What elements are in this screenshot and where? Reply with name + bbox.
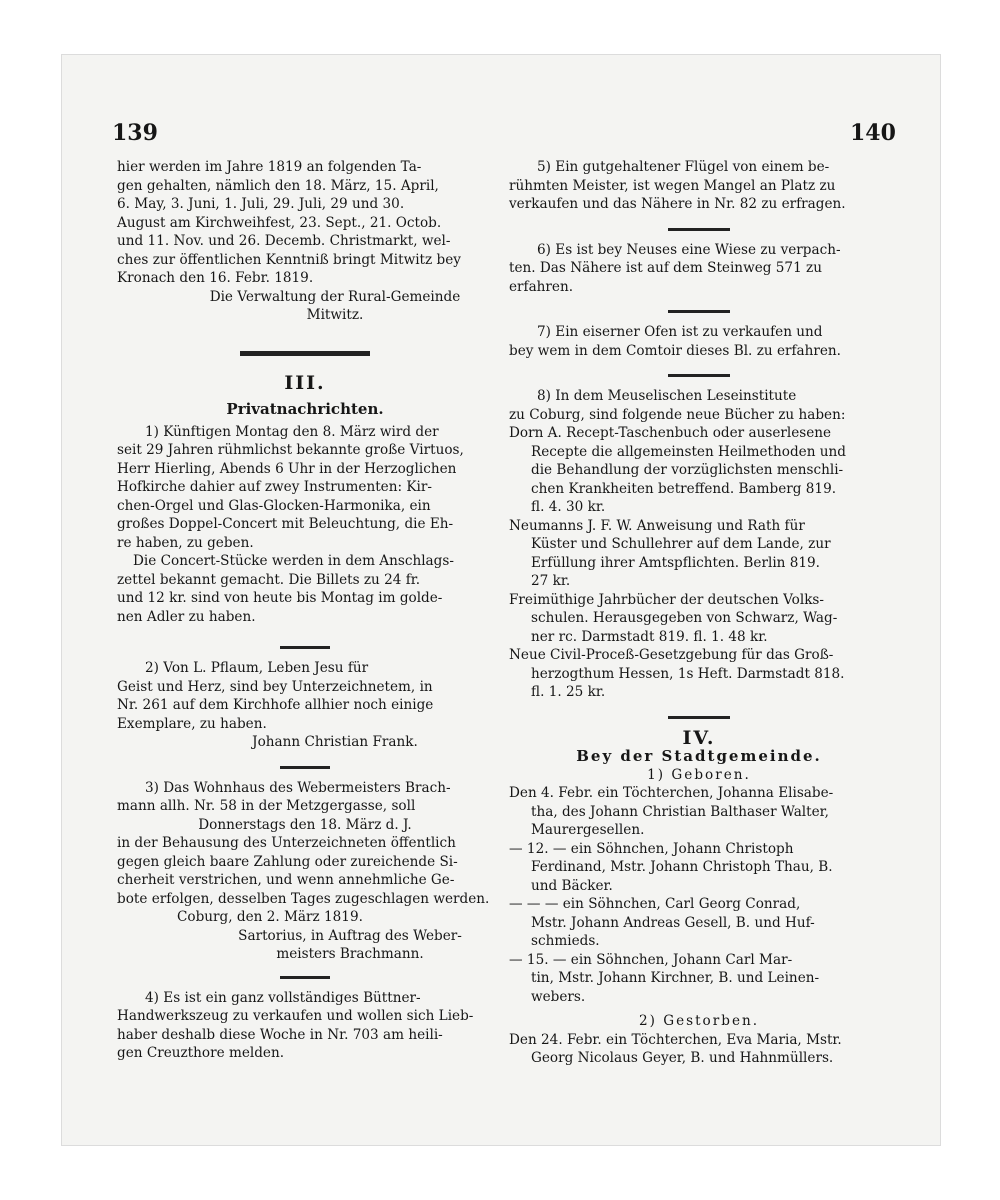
right-column xyxy=(509,158,889,1068)
left-column xyxy=(117,158,493,1063)
notice-3-place: Coburg, den 2. März 1819. xyxy=(177,909,363,925)
section-numeral: IV. xyxy=(682,726,716,749)
market-notice: hier werden im Jahre 1819 an folgenden Ta- gen gehalten, nämlich den 18. März, 15. April, 6. May, 3. Juni, 1. Juli, 29. Juli, 29 und 30. August am Kirchweihfest, 23. Sept., 21. Octob. und 11. Nov. und 26. Decemb. Christmarkt, wel- ches zur öffentlichen Kenntniß bringt Mitwitz bey Kronach den 16. Febr. 1819. xyxy=(117,159,461,286)
book-entry: Neue Civil-Proceß-Gesetzgebung für das Groß- herzogthum Hessen, 1s Heft. Darmstadt 818. fl. 1. 25 kr. xyxy=(509,647,845,700)
notice-3-signature: Sartorius, in Auftrag des Weber- meisters Brachmann. xyxy=(238,927,462,962)
book-entry: Freimüthige Jahrbücher der deutschen Volks- schulen. Herausgegeben von Schwarz, Wag- ner rc. Darmstadt 819. fl. 1. 48 kr. xyxy=(509,591,838,645)
section-title: Bey der Stadtgemeinde. xyxy=(576,747,822,765)
notice-8: 8) In dem Meuselischen Leseinstitute zu Coburg, sind folgende neue Bücher zu haben: xyxy=(509,388,846,423)
birth-entry: Den 4. Febr. ein Töchterchen, Johanna Elisabe- tha, des Johann Christian Balthaser Walter, Maurergesellen. xyxy=(509,785,834,838)
notice-3-date: Donnerstags den 18. März d. J. xyxy=(198,816,412,833)
notice-3-body: in der Behausung des Unterzeichneten öffentlich gegen gleich baare Zahlung oder zureichende Si- cherheit verstrichen, und wenn annehmliche Ge- bote erfolgen, desselben Tages zugeschlagen werden. xyxy=(117,835,490,907)
notice-7: 7) Ein eiserner Ofen ist zu verkaufen und bey wem in dem Comtoir dieses Bl. zu erfahren. xyxy=(509,324,841,359)
notice-6: 6) Es ist bey Neuses eine Wiese zu verpach- ten. Das Nähere ist auf dem Steinweg 571 zu erfahren. xyxy=(509,241,841,295)
birth-entry: — 15. — ein Söhnchen, Johann Carl Mar- tin, Mstr. Johann Kirchner, B. und Leinen- webers. xyxy=(509,951,820,1005)
section-title: Privatnachrichten. xyxy=(226,400,384,418)
notice-2-signature: Johann Christian Frank. xyxy=(252,734,418,750)
births-heading: 1) Geboren. xyxy=(647,766,751,783)
deaths-heading: 2) Gestorben. xyxy=(638,1013,760,1029)
page-number-right: 140 xyxy=(850,120,896,146)
book-entry: Neumanns J. F. W. Anweisung und Rath für Küster und Schullehrer auf dem Lande, zur Erfüllung ihrer Amtspflichten. Berlin 819. 27 kr. xyxy=(509,517,831,589)
notice-5: 5) Ein gutgehaltener Flügel von einem be- rühmten Meister, ist wegen Mangel an Platz zu verkaufen und das Nähere in Nr. 82 zu erfragen. xyxy=(509,159,846,212)
notice-2: 2) Von L. Pflaum, Leben Jesu für Geist und Herz, sind bey Unterzeichnetem, in Nr. 261 auf dem Kirchhofe allhier noch einige Exemplare, zu haben. xyxy=(117,660,434,732)
section-numeral: III. xyxy=(284,371,326,394)
notice-4: 4) Es ist ein ganz vollständiges Büttner- Handwerkszeug zu verkaufen und wollen sich Lieb- haber deshalb diese Woche in Nr. 703 am heili- gen Creuzthore melden. xyxy=(117,989,474,1061)
page-number-left: 139 xyxy=(112,120,158,146)
book-entry: Dorn A. Recept-Taschenbuch oder auserlesene Recepte die allgemeinsten Heilmethoden und die Behandlung der vorzüglichsten menschli- chen Krankheiten betreffend. Bamberg 819. fl. 4. 30 kr. xyxy=(509,425,846,515)
notice-3: 3) Das Wohnhaus des Webermeisters Brach- mann allh. Nr. 58 in der Metzgergasse, soll xyxy=(117,779,451,814)
death-entry: Den 24. Febr. ein Töchterchen, Eva Maria, Mstr. Georg Nicolaus Geyer, B. und Hahnmüllers. xyxy=(509,1031,842,1066)
birth-entry: — 12. — ein Söhnchen, Johann Christoph Ferdinand, Mstr. Johann Christoph Thau, B. und Bäcker. xyxy=(509,840,833,894)
notice-1-continued: Die Concert-Stücke werden in dem Anschlags- zettel bekannt gemacht. Die Billets zu 24 fr. und 12 kr. sind von heute bis Montag im golde- nen Adler zu haben. xyxy=(117,553,454,625)
birth-entry: — — — ein Söhnchen, Carl Georg Conrad, Mstr. Johann Andreas Gesell, B. und Huf- schmieds. xyxy=(509,896,815,949)
market-notice-signature: Die Verwaltung der Rural-Gemeinde Mitwitz. xyxy=(209,288,461,323)
notice-1: 1) Künftigen Montag den 8. März wird der seit 29 Jahren rühmlichst bekannte große Virtuos, Herr Hierling, Abends 6 Uhr in der Herzoglichen Hofkirche dahier auf zwey Instrumenten: Kir- chen-Orgel und Glas-Glocken-Harmonika, ein großes Doppel-Concert mit Beleuchtung, die Eh- re haben, zu geben. xyxy=(117,423,464,551)
